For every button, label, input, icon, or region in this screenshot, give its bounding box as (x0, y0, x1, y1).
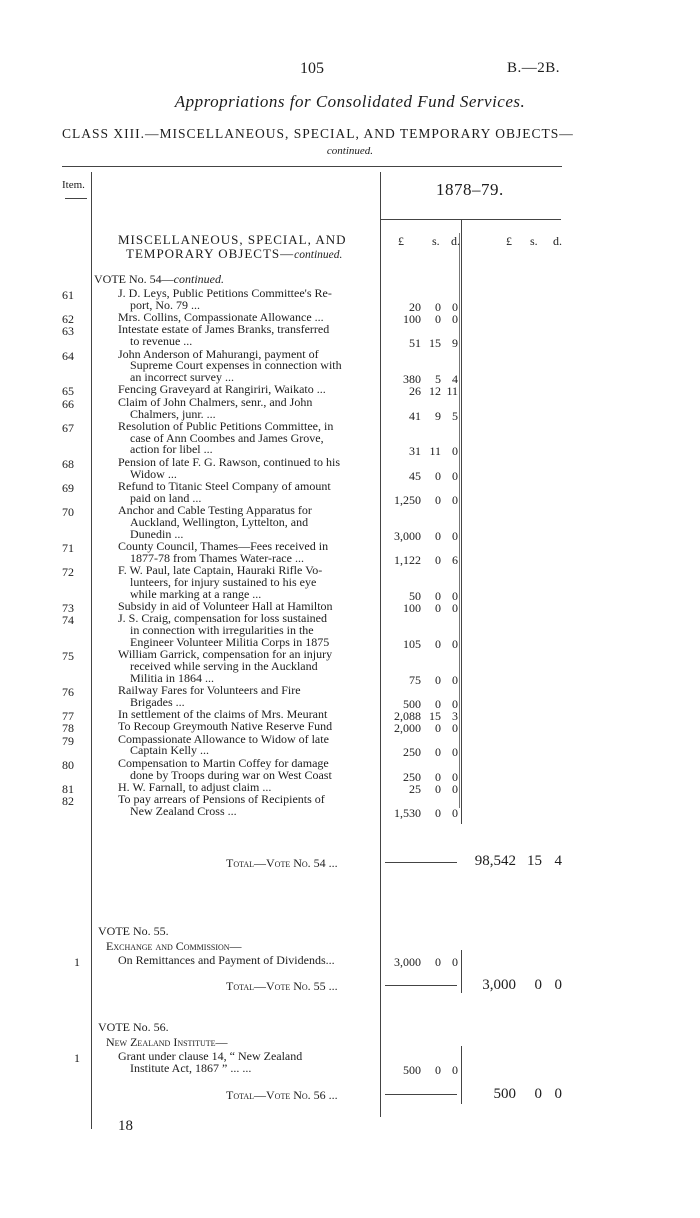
vote-54-total-label (226, 856, 338, 871)
item-description-line: action for libel ... (130, 442, 213, 457)
vote-55-item-number: 1 (74, 955, 80, 969)
total-pence: 0 (554, 977, 562, 993)
amount-pounds: 51 (409, 336, 421, 351)
vote-55-heading: VOTE No. 55. (98, 924, 169, 938)
amount-pounds: 380 (403, 372, 421, 387)
amount-shillings: 9 (435, 408, 441, 423)
item-amount (385, 469, 458, 484)
page-title: Appropriations for Consolidated Fund Services. (174, 92, 526, 111)
amount-shillings: 0 (435, 1063, 441, 1077)
amount-shillings: 15 (429, 336, 441, 351)
item-number: 76 (62, 684, 74, 699)
total-pence: 4 (554, 853, 562, 869)
vote-54-heading (94, 272, 224, 287)
item-description-line: to revenue ... (130, 334, 193, 349)
amount-pounds: 31 (409, 444, 421, 459)
year-header: 1878–79. (436, 180, 504, 199)
item-description-line: received while serving in the Auckland (130, 658, 318, 673)
vote-55-item-description: On Remittances and Payment of Dividends... (118, 953, 335, 967)
amount-pence: 0 (452, 1063, 458, 1077)
vote-56-item-number: 1 (74, 1051, 80, 1065)
total-shillings: 15 (527, 853, 542, 869)
amount-pounds: 75 (409, 672, 421, 687)
detail-column-rule (461, 219, 462, 824)
amount-pounds: 1,122 (394, 552, 421, 567)
amount-shillings: 0 (435, 781, 441, 796)
item-description-line: New Zealand Cross ... (130, 803, 237, 818)
page-number: 105 (300, 60, 324, 77)
total-pounds: 3,000 (482, 977, 516, 993)
item-description-line: Pension of late F. G. Rawson, continued to his (118, 454, 341, 469)
item-description-line: J. S. Craig, compensation for loss sustained (118, 611, 327, 626)
amount-shillings: 0 (435, 468, 441, 483)
item-description-line: an incorrect survey ... (130, 370, 234, 385)
amount-pounds: 1,530 (394, 805, 421, 820)
amount-shillings: 0 (435, 696, 441, 711)
item-description-line: Claim of John Chalmers, senr., and John (118, 394, 313, 409)
item-description-line: case of Ann Coombes and James Grove, (130, 430, 324, 445)
pence-column-rule (459, 233, 460, 808)
amount-shillings: 0 (435, 299, 441, 314)
item-description-line: H. W. Farnall, to adjust claim ... (118, 779, 272, 794)
item-column-header: Item. (62, 179, 85, 191)
item-description-line: John Anderson of Mahurangi, payment of (118, 346, 319, 361)
amount-shillings: 0 (435, 721, 441, 736)
amount-pence: 0 (452, 468, 458, 483)
amount-pounds: 2,088 (394, 709, 421, 723)
item-description-line: Railway Fares for Volunteers and Fire (118, 682, 301, 697)
vote-56-item-amount (385, 1063, 458, 1078)
item-number: 70 (62, 504, 74, 519)
amount-pence: 4 (452, 372, 458, 387)
vote-55-total-amount (464, 977, 562, 994)
item-header-underline (65, 198, 87, 199)
amount-pounds: 1,250 (394, 492, 421, 507)
amount-pounds: 250 (403, 745, 421, 760)
item-amount (385, 312, 458, 327)
item-description-line: Engineer Volunteer Militia Corps in 1875 (130, 634, 330, 649)
total-pounds: 500 (493, 1086, 516, 1102)
amount-shillings: 0 (435, 528, 441, 543)
vote-55-subheading: Exchange and Commission— (106, 939, 242, 953)
document-reference: B.—2B. (507, 60, 561, 76)
section-title-line1: MISCELLANEOUS, SPECIAL, AND (118, 232, 347, 247)
shillings-header-detail: s. (432, 234, 440, 248)
item-description-line: To Recoup Greymouth Native Reserve Fund (118, 719, 333, 734)
table-top-rule (62, 166, 562, 167)
item-description-line: Mrs. Collins, Compassionate Allowance ... (118, 310, 324, 325)
amount-pence: 0 (452, 769, 458, 784)
item-number: 67 (62, 420, 74, 435)
year-underline (381, 219, 561, 220)
item-description-line: Brigades ... (130, 694, 185, 709)
total-shillings: 0 (534, 977, 542, 993)
amount-pence: 6 (452, 552, 458, 567)
amount-pounds: 25 (409, 781, 421, 796)
amount-shillings: 0 (435, 600, 441, 615)
item-amount (385, 493, 458, 508)
amount-pence: 0 (452, 312, 458, 327)
vote-55-item-amount (385, 955, 458, 970)
amount-pence: 0 (452, 444, 458, 459)
amount-shillings: 0 (435, 745, 441, 760)
amount-pounds: 2,000 (394, 721, 421, 736)
amount-shillings: 0 (435, 552, 441, 567)
item-description-line: while marking at a range ... (130, 586, 262, 601)
vote-55-subtotal-rule (385, 985, 457, 986)
amount-pence: 0 (452, 781, 458, 796)
item-description-line: lunteers, for injury sustained to his eye (130, 574, 317, 589)
amount-shillings: 0 (435, 312, 441, 327)
vote-56-total-label-text: Total—Vote No. 56 ... (226, 1088, 338, 1102)
item-number: 69 (62, 480, 74, 495)
section-title-line2 (126, 246, 342, 262)
item-description-line: Refund to Titanic Steel Company of amount (118, 478, 331, 493)
amount-pounds: 26 (409, 384, 421, 399)
item-amount (385, 806, 458, 821)
amount-shillings: 12 (429, 384, 441, 399)
item-description-line: F. W. Paul, late Captain, Hauraki Rifle Vo- (118, 562, 323, 577)
section-title-main: TEMPORARY OBJECTS— (126, 246, 295, 261)
vote-56-subtotal-rule (385, 1094, 457, 1095)
total-pence: 0 (554, 1086, 562, 1102)
item-description-line: in connection with irregularities in the (130, 622, 314, 637)
item-description-line: Captain Kelly ... (130, 743, 209, 758)
amount-shillings: 0 (435, 672, 441, 687)
item-amount (385, 529, 458, 544)
amount-pence: 9 (452, 336, 458, 351)
vote-55-column-rule (461, 950, 462, 993)
item-number: 65 (62, 384, 74, 399)
item-number: 62 (62, 312, 74, 327)
vote-56-item-line1: Grant under clause 14, “ New Zealand (118, 1049, 303, 1063)
amount-pence: 3 (452, 709, 458, 723)
total-shillings: 0 (534, 1086, 542, 1102)
item-number: 66 (62, 396, 74, 411)
item-description-line: Intestate estate of James Branks, transferred (118, 322, 330, 337)
shillings-header-total: s. (530, 234, 538, 248)
vote-55-total-label (226, 979, 338, 994)
item-number: 74 (62, 613, 74, 628)
vote-55-total-label-text: Total—Vote No. 55 ... (226, 979, 338, 993)
item-amount (385, 384, 458, 399)
amount-shillings: 0 (435, 769, 441, 784)
amount-pence: 0 (452, 672, 458, 687)
amount-pence: 0 (452, 492, 458, 507)
vote-56-column-rule (461, 1046, 462, 1104)
vote-54-subtotal-rule (385, 862, 457, 863)
amount-pence: 5 (452, 408, 458, 423)
item-number: 79 (62, 733, 74, 748)
item-description-line: Compensation to Martin Coffey for damage (118, 755, 329, 770)
section-title-continued: continued. (294, 249, 343, 261)
vote-54-heading-continued: continued. (173, 272, 224, 286)
amount-pounds: 100 (403, 312, 421, 327)
amount-pounds: 41 (409, 408, 421, 423)
item-description-line: 1877-78 from Thames Water-race ... (130, 550, 304, 565)
amount-pence: 0 (452, 696, 458, 711)
amount-pounds: 105 (403, 636, 421, 651)
item-number: 81 (62, 781, 74, 796)
item-amount (385, 553, 458, 568)
pounds-header-total: £ (506, 234, 512, 248)
item-description-line: Fencing Graveyard at Rangiriri, Waikato ... (118, 382, 326, 397)
item-description-line: done by Troops during war on West Coast (130, 767, 332, 782)
item-description-line: Auckland, Wellington, Lyttelton, and (130, 514, 309, 529)
item-column-rule (91, 172, 92, 1129)
pence-header-total: d. (553, 234, 562, 248)
item-description-line: Subsidy in aid of Volunteer Hall at Hamilton (118, 598, 333, 613)
item-amount (385, 745, 458, 760)
amount-pence: 0 (452, 299, 458, 314)
amount-pence: 0 (452, 600, 458, 615)
item-number: 75 (62, 649, 74, 663)
item-number: 82 (62, 794, 74, 809)
item-number: 61 (62, 288, 74, 302)
item-description-line: Anchor and Cable Testing Apparatus for (118, 502, 312, 517)
vote-56-total-amount (464, 1086, 562, 1103)
amount-shillings: 0 (435, 955, 441, 969)
amount-pounds: 250 (403, 769, 421, 784)
amount-shillings: 11 (429, 444, 441, 459)
amount-pounds: 500 (403, 696, 421, 711)
pounds-header-detail: £ (398, 234, 404, 248)
item-amount (385, 673, 458, 688)
amount-pence: 0 (452, 528, 458, 543)
amount-pence: 0 (452, 955, 458, 969)
vote-54-total-label-text: Total—Vote No. 54 ... (226, 856, 338, 870)
item-amount (385, 409, 458, 424)
item-description-line: Supreme Court expenses in connection with (130, 358, 342, 373)
item-description-line: To pay arrears of Pensions of Recipients of (118, 792, 325, 807)
vote-56-item-line2: Institute Act, 1867 ” ... ... (130, 1061, 252, 1075)
item-amount (385, 444, 458, 459)
amount-shillings: 15 (429, 709, 441, 723)
item-description-line: Militia in 1864 ... (130, 670, 214, 685)
amount-pounds: 20 (409, 299, 421, 314)
vote-56-heading: VOTE No. 56. (98, 1020, 169, 1034)
item-number: 63 (62, 324, 74, 339)
vote-56-total-label (226, 1088, 338, 1103)
amount-pence: 0 (452, 745, 458, 760)
item-number: 71 (62, 540, 74, 555)
item-description-line: J. D. Leys, Public Petitions Committee's Re- (118, 286, 332, 300)
amount-pence: 0 (452, 636, 458, 651)
amount-pounds: 50 (409, 588, 421, 603)
item-number: 68 (62, 456, 74, 471)
item-description-line: paid on land ... (130, 490, 202, 505)
total-pounds: 98,542 (474, 853, 516, 869)
amount-pence: 0 (452, 721, 458, 736)
item-number: 80 (62, 757, 74, 772)
item-description-line: Resolution of Public Petitions Committee, in (118, 418, 334, 433)
item-number: 78 (62, 721, 74, 736)
pence-header-detail: d. (451, 234, 460, 248)
desc-column-rule (380, 172, 381, 1117)
amount-shillings: 0 (435, 588, 441, 603)
item-description-line: Widow ... (130, 466, 177, 481)
amount-pence: 0 (452, 805, 458, 820)
item-description-line: County Council, Thames—Fees received in (118, 538, 329, 553)
vote-56-subheading: New Zealand Institute— (106, 1035, 228, 1049)
item-description-line: port, No. 79 ... (130, 297, 200, 312)
item-description-line: Chalmers, junr. ... (130, 406, 216, 421)
amount-pounds: 45 (409, 468, 421, 483)
item-number: 64 (62, 348, 74, 363)
vote-54-heading-text: VOTE No. 54— (94, 272, 174, 286)
item-number: 77 (62, 709, 74, 723)
amount-shillings: 0 (435, 636, 441, 651)
signature-mark: 18 (118, 1118, 133, 1134)
amount-pence: 0 (452, 588, 458, 603)
item-description-line: William Garrick, compensation for an injury (118, 647, 333, 661)
class-heading: CLASS XIII.—MISCELLANEOUS, SPECIAL, AND TEMPORARY OBJECTS— (62, 126, 574, 141)
amount-pounds: 100 (403, 600, 421, 615)
amount-shillings: 0 (435, 805, 441, 820)
item-number: 72 (62, 564, 74, 579)
item-amount (385, 336, 458, 351)
amount-pounds: 500 (403, 1063, 421, 1077)
amount-pounds: 3,000 (394, 528, 421, 543)
item-number: 73 (62, 600, 74, 615)
amount-pence: 11 (446, 384, 458, 399)
item-amount (385, 782, 458, 797)
vote-54-total-amount (464, 853, 562, 870)
amount-pounds: 3,000 (394, 955, 421, 969)
item-description-line: Compassionate Allowance to Widow of late (118, 731, 329, 746)
amount-shillings: 5 (435, 372, 441, 387)
class-continued: continued. (326, 145, 374, 157)
amount-shillings: 0 (435, 492, 441, 507)
item-description-line: In settlement of the claims of Mrs. Meurant (118, 707, 328, 721)
item-amount (385, 637, 458, 652)
item-amount (385, 721, 458, 736)
item-description-line: Dunedin ... (130, 526, 184, 541)
item-amount (385, 601, 458, 616)
